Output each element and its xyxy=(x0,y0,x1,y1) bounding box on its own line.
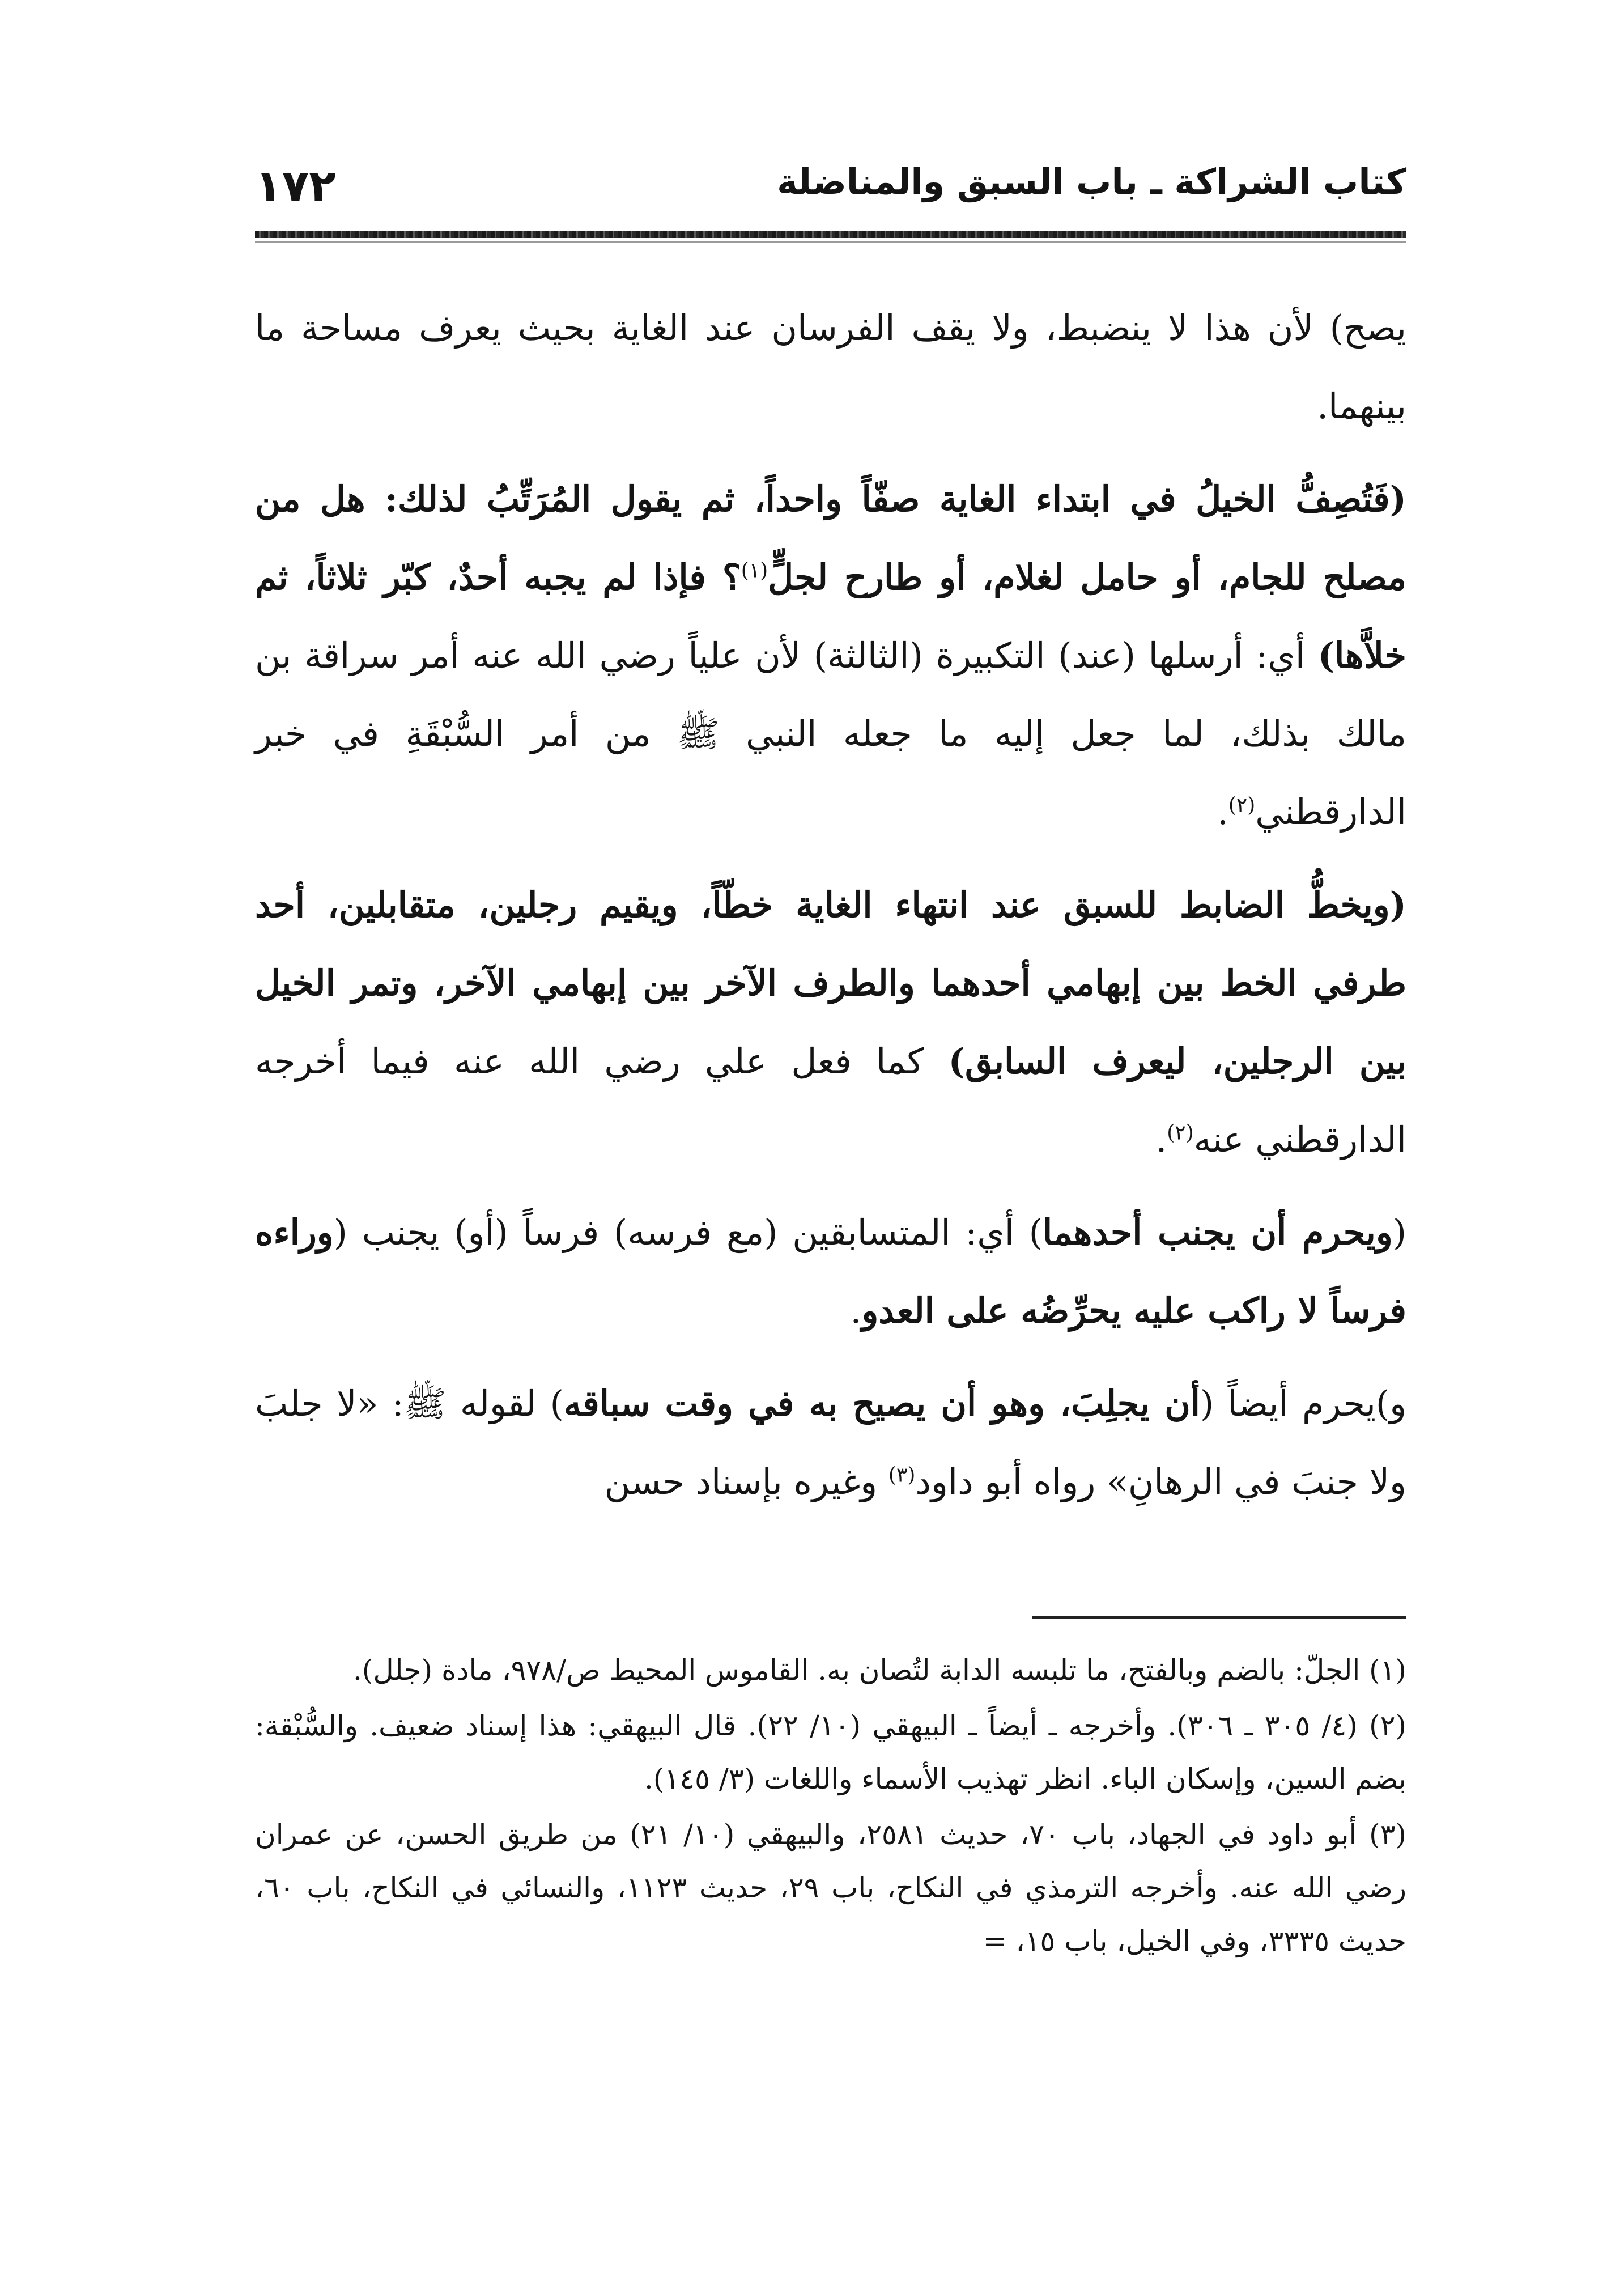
paragraph-3 xyxy=(255,866,1406,1179)
paragraph-4-open: ( xyxy=(1392,1212,1407,1253)
footnote-2: (٢) (٤/ ٣٠٥ ـ ٣٠٦). وأخرجه ـ أيضاً ـ البيهقي (١٠/ ٢٢). قال البيهقي: هذا إسناد ضعيف. والسُّبْقة: بضم السين، وإسكان الباء. انظر تهذيب الأسماء واللغات (٣/ ١٤٥). xyxy=(255,1709,1406,1795)
paragraph-4 xyxy=(255,1194,1406,1350)
main-text xyxy=(255,289,1406,1536)
header-rule-thin xyxy=(255,241,1406,243)
footnote-ref-3[interactable]: (٣) xyxy=(888,1463,916,1487)
paragraph-2-matn-cont: ؟ فإذا لم يجبه أحدٌ، كبّر ثلاثاً، ثم خلاَّها) xyxy=(255,557,1406,676)
footnote-3: (٣) أبو داود في الجهاد، باب ٧٠، حديث ٢٥٨١، والبيهقي (١٠/ ٢١) من طريق الحسن، عن عمران رضي الله عنه. وأخرجه الترمذي في النكاح، باب ٢٩، حديث ١١٢٣، والنسائي في النكاح، باب ٦٠، حديث ٣٣٣٥، وفي الخيل، باب ١٥، = xyxy=(255,1818,1407,1957)
paragraph-5-sharh: ) لقوله ﷺ: «لا جلبَ ولا جنبَ في الرهانِ» رواه أبو داود xyxy=(255,1383,1406,1502)
footnote-ref-2b[interactable]: (٢) xyxy=(1167,1121,1194,1145)
page-number: ١٧٢ xyxy=(255,161,336,212)
paragraph-2 xyxy=(255,460,1406,851)
paragraph-2-matn: (فَتُصِفُّ الخيلُ في ابتداء الغاية صفّاً واحداً، ثم يقول المُرَتِّبُ لذلك: هل من مصلح للجام، أو حامل لغلام، أو طارح لجلٍّ xyxy=(255,478,1406,598)
footnotes xyxy=(255,1644,1406,1970)
page-header xyxy=(255,148,1406,211)
running-title: كتاب الشراكة ـ باب السبق والمناضلة xyxy=(777,161,1406,202)
footnote-ref-2[interactable]: (٢) xyxy=(1228,793,1256,817)
paragraph-4-matn-cont: وراءه فرساً لا راكب عليه يحرِّضُه على العدو xyxy=(255,1212,1406,1331)
paragraph-2-end: . xyxy=(1217,791,1228,833)
paragraph-2-sharh: أي: أرسلها (عند) التكبيرة (الثالثة) لأن علياً رضي الله عنه أمر سراقة بن مالك بذلك، لما جعل إليه ما جعله النبي ﷺ من أمر السُّبْقَةِ في خبر الدارقطني xyxy=(255,635,1406,833)
paragraph-3-end: . xyxy=(1155,1119,1167,1160)
paragraph-4-end: . xyxy=(850,1290,862,1331)
paragraph-3-matn: (ويخطُّ الضابط للسبق عند انتهاء الغاية خطّاً، ويقيم رجلين، متقابلين، أحد طرفي الخط بين إبهامي أحدهما والطرف الآخر بين إبهامي الآخر، وتمر الخيل بين الرجلين، ليعرف السابق) xyxy=(255,884,1406,1082)
paragraph-4-sharh: ) أي: المتسابقين (مع فرسه) فرساً (أو) يجنب ( xyxy=(333,1212,1043,1253)
footnote-1: (١) الجلّ: بالضم وبالفتح، ما تلبسه الدابة لتُصان به. القاموس المحيط ص/٩٧٨، مادة (جلل). xyxy=(352,1654,1406,1687)
header-rule xyxy=(255,231,1406,238)
paragraph-4-matn: ويحرم أن يجنب أحدهما xyxy=(1042,1212,1393,1253)
footnote-ref-1[interactable]: (١) xyxy=(741,559,768,583)
paragraph-5-open: و)يحرم أيضاً ( xyxy=(1200,1383,1407,1424)
paragraph-5-matn: أن يجلِبَ، وهو أن يصيح به في وقت سباقه xyxy=(563,1383,1200,1424)
footnote-separator xyxy=(1032,1616,1406,1619)
paragraph-1 xyxy=(255,289,1406,445)
paragraph-5-end: وغيره بإسناد حسن xyxy=(604,1461,888,1502)
paragraph-1-text: يصح) لأن هذا لا ينضبط، ولا يقف الفرسان عند الغاية بحيث يعرف مساحة ما بينهما. xyxy=(255,307,1406,427)
paragraph-5 xyxy=(255,1365,1406,1521)
paragraph-3-sharh: كما فعل علي رضي الله عنه فيما أخرجه الدارقطني عنه xyxy=(255,1041,1406,1160)
